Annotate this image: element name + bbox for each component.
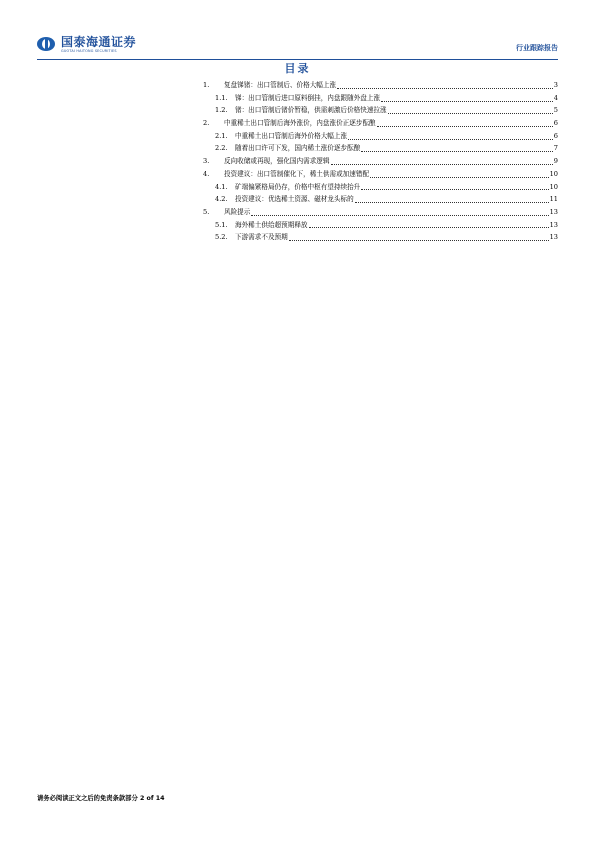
toc-entry-label: 随着出口许可下发，国内稀土涨价逐步酝酿 [235, 144, 361, 153]
toc-entry[interactable] [203, 142, 558, 155]
toc-leader-dots [348, 131, 553, 140]
toc-entry-number: 3. [203, 157, 210, 166]
toc-entry-page: 9 [553, 157, 558, 166]
toc-entry-number: 5. [203, 207, 210, 216]
toc-leader-dots [289, 232, 549, 241]
toc-entry-page: 11 [549, 195, 558, 204]
toc-entry-number: 2.2. [215, 144, 228, 153]
toc-entry-page: 13 [549, 233, 558, 242]
toc-entry-label: 锗：出口管制后锗价暂稳，供需刺激后价格快速拉涨 [235, 106, 387, 115]
toc-entry[interactable] [203, 117, 558, 130]
toc-entry-page: 10 [549, 169, 558, 178]
toc-entry-number: 4.2. [215, 195, 228, 204]
toc-leader-dots [331, 156, 553, 165]
toc-entry[interactable] [203, 219, 558, 232]
toc-entry-label: 中重稀土出口管制后海外涨价，内盘涨价正逐步酝酿 [224, 119, 376, 128]
logo-icon [37, 37, 57, 53]
toc-entry-page: 6 [553, 119, 558, 128]
toc-leader-dots [388, 105, 553, 114]
toc-leader-dots [381, 93, 553, 102]
toc-entry-page: 7 [553, 144, 558, 153]
toc-entry-number: 4.1. [215, 182, 228, 191]
toc-entry-number: 1. [203, 81, 210, 89]
toc-entry[interactable] [203, 104, 558, 117]
toc-title: 目录 [284, 62, 311, 75]
toc-entry[interactable] [203, 92, 558, 105]
toc-entry-page: 4 [553, 93, 558, 102]
toc-entry[interactable] [203, 193, 558, 206]
toc-leader-dots [377, 118, 553, 127]
footer-disclaimer: 请务必阅读正文之后的免责条款部分 2 of 14 [37, 795, 165, 802]
toc-entry[interactable] [203, 79, 558, 92]
toc-entry-label: 投资建议：优选稀土资源、磁材龙头标的 [235, 195, 354, 204]
toc-entry[interactable] [203, 130, 558, 143]
table-of-contents [203, 79, 558, 244]
toc-entry-page: 3 [553, 81, 558, 89]
toc-leader-dots [370, 169, 549, 178]
toc-leader-dots [355, 194, 549, 203]
toc-entry-number: 2. [203, 119, 210, 128]
toc-entry-number: 4. [203, 169, 210, 178]
page-header [37, 36, 558, 58]
report-type-label: 行业跟踪报告 [516, 44, 558, 52]
toc-leader-dots [361, 143, 553, 152]
toc-entry-label: 锑：出口管制后进口原料倒挂，内盘跟随外盘上涨 [235, 93, 381, 102]
toc-entry-number: 5.1. [215, 220, 228, 229]
company-name-en: GUOTAI HAITONG SECURITIES [61, 49, 117, 53]
toc-entry-label: 海外稀土供给超预期释放 [235, 220, 308, 229]
toc-entry[interactable] [203, 168, 558, 181]
toc-entry[interactable] [203, 206, 558, 219]
toc-leader-dots [361, 181, 548, 190]
toc-entry-number: 2.1. [215, 131, 228, 140]
toc-entry-label: 风险提示 [224, 207, 251, 216]
toc-entry-page: 13 [549, 207, 558, 216]
toc-entry-label: 反向收储或再现，强化国内需求逻辑 [224, 157, 330, 166]
toc-entry-label: 投资建议：出口管制催化下，稀土供需或加速错配 [224, 169, 370, 178]
toc-leader-dots [337, 80, 553, 89]
toc-entry[interactable] [203, 231, 558, 244]
toc-leader-dots [309, 219, 549, 228]
toc-entry-label: 矿端偏紧格局仍存，价格中枢有望持续抬升 [235, 182, 361, 191]
toc-leader-dots [251, 207, 548, 216]
toc-entry[interactable] [203, 181, 558, 194]
toc-entry-page: 13 [549, 220, 558, 229]
toc-entry-page: 10 [549, 182, 558, 191]
toc-entry-page: 6 [553, 131, 558, 140]
toc-entry-number: 1.1. [215, 93, 228, 102]
toc-entry-label: 下游需求不及预期 [235, 233, 288, 242]
toc-entry-number: 1.2. [215, 106, 228, 115]
toc-entry[interactable] [203, 155, 558, 168]
company-logo [37, 36, 136, 53]
toc-entry-label: 中重稀土出口管制后海外价格大幅上涨 [235, 131, 348, 140]
toc-entry-label: 复盘锑锗：出口管制后、价格大幅上涨 [224, 81, 337, 89]
company-name-cn: 国泰海通证券 [61, 35, 137, 49]
toc-entry-number: 5.2. [215, 233, 228, 242]
toc-entry-page: 5 [553, 106, 558, 115]
